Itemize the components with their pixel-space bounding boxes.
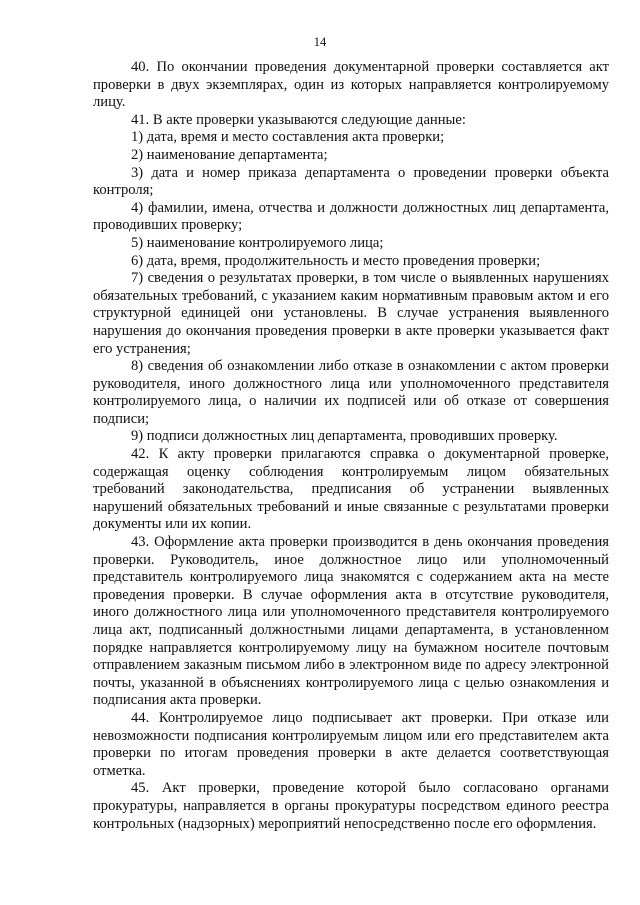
list-item-1: 1) дата, время и место составления акта проверки; (131, 129, 445, 146)
list-item-9: 9) подписи должностных лиц департамента, проводивших проверку. (131, 428, 558, 445)
list-item-5: 5) наименование контролируемого лица; (131, 234, 384, 251)
list-item-2: 2) наименование департамента; (131, 146, 328, 163)
list-item-6: 6) дата, время, продолжительность и место проведения проверки; (131, 252, 541, 269)
list-item-7: 7) сведения о результатах проверки, в том числе о выявленных нарушениях обязательных требований, с указанием каким нормативным правовым актом и его структурной единицей они установлены. В случае устранения выявленного нарушения до окончания проведения проверки в акте проверки указывается факт его устранения; (93, 270, 609, 357)
paragraph-41: 41. В акте проверки указываются следующие данные: (131, 111, 466, 128)
paragraph-42: 42. К акту проверки прилагаются справка о документарной проверке, содержащая оценку соблюдения контролируемым лицом обязательных требований законодательства, предписания об устранении выявленных нарушений обязательных требований и иные связанные с результатами проверки документы или их копии. (93, 446, 609, 533)
document-body (93, 59, 609, 833)
page-number: 14 (313, 35, 327, 49)
paragraph-40: 40. По окончании проведения документарной проверки составляется акт проверки в двух экземплярах, один из которых направляется контролируемому лицу. (93, 59, 609, 111)
list-item-8: 8) сведения об ознакомлении либо отказе в ознакомлении с актом проверки руководителя, иного должностного лица или уполномоченного представителя контролируемого лица, о наличии их подписей или об отказе от совершения подписи; (93, 358, 609, 427)
list-item-3: 3) дата и номер приказа департамента о проведении проверки объекта контроля; (93, 164, 609, 199)
paragraph-44: 44. Контролируемое лицо подписывает акт проверки. При отказе или невозможности подписания контролируемым лицом или его представителем акта проверки по итогам проведения проверки в акте делается соответствующая отметка. (93, 709, 609, 779)
paragraph-45: 45. Акт проверки, проведение которой было согласовано органами прокуратуры, направляется в органы прокуратуры посредством единого реестра контрольных (надзорных) мероприятий непосредственно после его оформления. (93, 780, 609, 832)
paragraph-43: 43. Оформление акта проверки производится в день окончания проведения проверки. Руководитель, иное должностное лицо или уполномоченный представитель контролируемого лица знакомятся с содержанием акта на месте проведения проверки. В случае оформления акта в отсутствие руководителя, иного должностного лица или уполномоченного представителя контролируемого лица акт, подписанный должностными лицами департамента, в установленном порядке направляется контролируемому лицу на бумажном носителе почтовым отправлением заказным письмом либо в электронном виде по адресу электронной почты, указанной в объяснениях контролируемого лица с целью ознакомления и подписания акта проверки. (93, 534, 609, 709)
list-item-4: 4) фамилии, имена, отчества и должности должностных лиц департамента, проводивших проверку; (93, 199, 609, 234)
